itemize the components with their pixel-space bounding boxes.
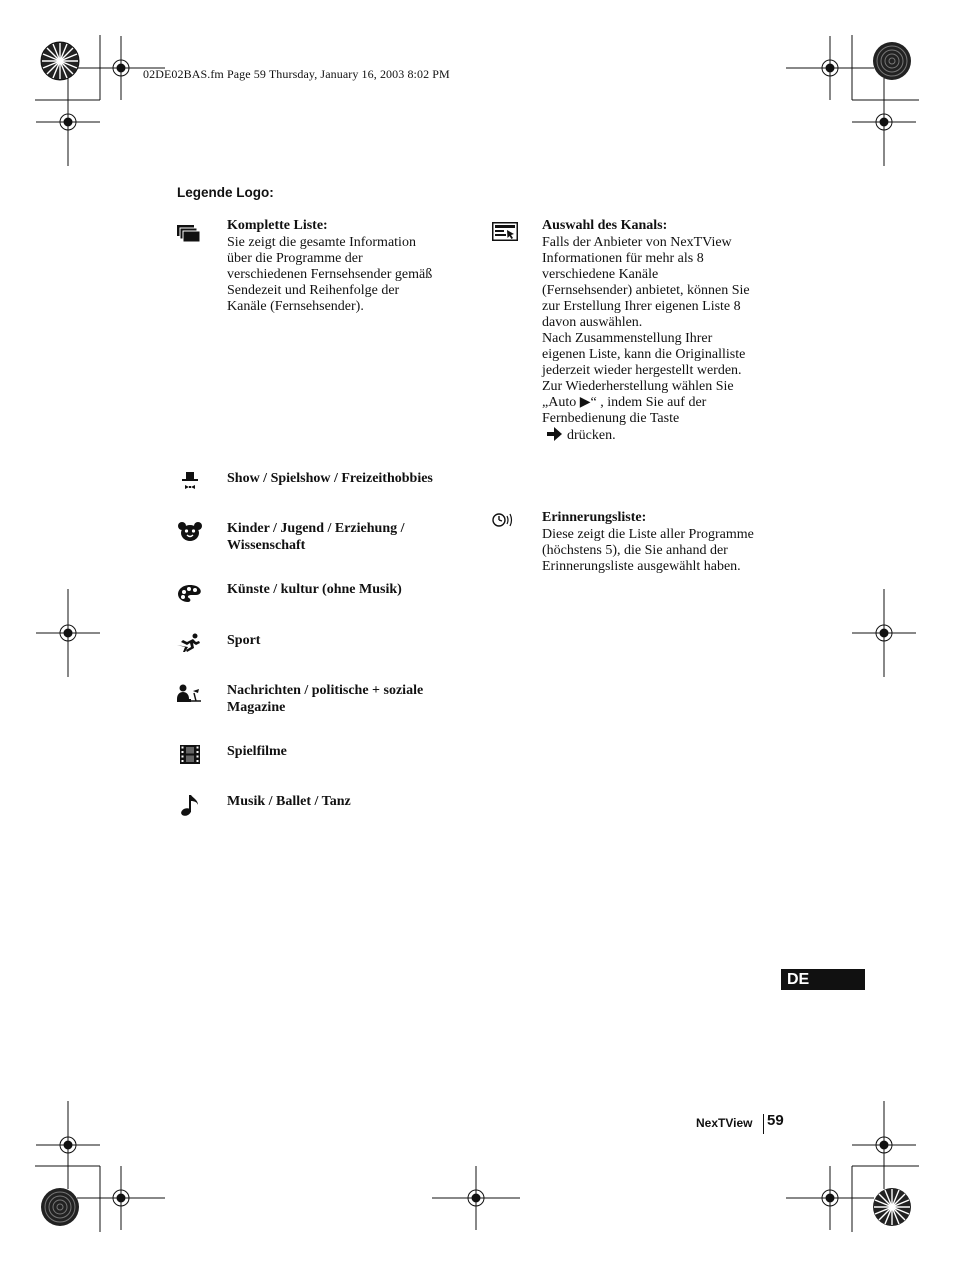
item-line: „Auto ▶“ , indem Sie auf der <box>542 394 707 410</box>
item-title: Spielfilme <box>227 744 287 759</box>
channel-select-icon <box>492 222 518 241</box>
show-hat-icon <box>180 472 200 490</box>
item-line: zur Erstellung Ihrer eigenen Liste 8 <box>542 298 741 314</box>
item-line: Falls der Anbieter von NexTView <box>542 234 732 250</box>
item-title: Musik / Ballet / Tanz <box>227 794 351 809</box>
item-line: Sendezeit und Reihenfolge der <box>227 282 400 298</box>
item-line: eigenen Liste, kann die Originalliste <box>542 346 746 362</box>
item-line: Diese zeigt die Liste aller Programme <box>542 526 754 542</box>
children-bear-icon <box>178 522 202 542</box>
item-line: Erinnerungsliste ausgewählt haben. <box>542 558 741 574</box>
item-title: Kinder / Jugend / Erziehung / <box>227 521 405 536</box>
list-item <box>542 510 802 575</box>
list-item <box>227 521 467 554</box>
legend-heading: Legende Logo: <box>177 185 274 200</box>
reminder-clock-icon <box>492 512 516 528</box>
item-line: (höchstens 5), die Sie anhand der <box>542 542 728 558</box>
item-title: Sport <box>227 633 261 648</box>
item-title: Auswahl des Kanals: <box>542 218 668 233</box>
news-presenter-icon <box>177 684 203 704</box>
music-note-icon <box>181 794 199 816</box>
arts-palette-icon <box>178 584 202 603</box>
sport-runner-icon <box>177 633 201 653</box>
item-line-text: drücken. <box>567 427 616 443</box>
item-line: verschiedene Kanäle <box>542 266 659 282</box>
item-title: Künste / kultur (ohne Musik) <box>227 582 402 597</box>
item-title-cont: Magazine <box>227 699 286 715</box>
item-line: verschiedenen Fernsehsender gemäß <box>227 266 433 282</box>
full-list-icon <box>177 224 201 242</box>
file-info-header: 02DE02BAS.fm Page 59 Thursday, January 16, 2003 8:02 PM <box>143 67 450 81</box>
list-item <box>542 218 802 444</box>
item-line: jederzeit wieder hergestellt werden. <box>542 362 742 378</box>
item-line: Zur Wiederherstellung wählen Sie <box>542 378 734 394</box>
item-title: Nachrichten / politische + soziale <box>227 683 424 698</box>
list-item <box>227 683 472 716</box>
item-line: Informationen für mehr als 8 <box>542 250 704 266</box>
item-line: davon auswählen. <box>542 314 643 330</box>
item-line: Fernbedienung die Taste <box>542 410 680 426</box>
page-number: 59 <box>767 1112 784 1129</box>
footer-label: NexTView <box>696 1116 753 1130</box>
footer-separator <box>763 1114 764 1134</box>
item-line: Nach Zusammenstellung Ihrer <box>542 330 713 346</box>
item-title: Komplette Liste: <box>227 218 328 233</box>
item-title: Show / Spielshow / Freizeithobbies <box>227 471 433 486</box>
item-line: (Fernsehsender) anbietet, können Sie <box>542 282 750 298</box>
arrow-right-key-icon <box>547 427 563 441</box>
item-title: Erinnerungsliste: <box>542 510 647 525</box>
item-line: Kanäle (Fernsehsender). <box>227 298 364 314</box>
list-item <box>227 218 472 315</box>
item-line: Sie zeigt die gesamte Information <box>227 234 416 250</box>
language-tab: DE <box>781 969 865 990</box>
item-line: über die Programme der <box>227 250 363 266</box>
item-line-last <box>542 427 802 444</box>
item-title-cont: Wissenschaft <box>227 537 306 553</box>
film-strip-icon <box>180 745 200 764</box>
